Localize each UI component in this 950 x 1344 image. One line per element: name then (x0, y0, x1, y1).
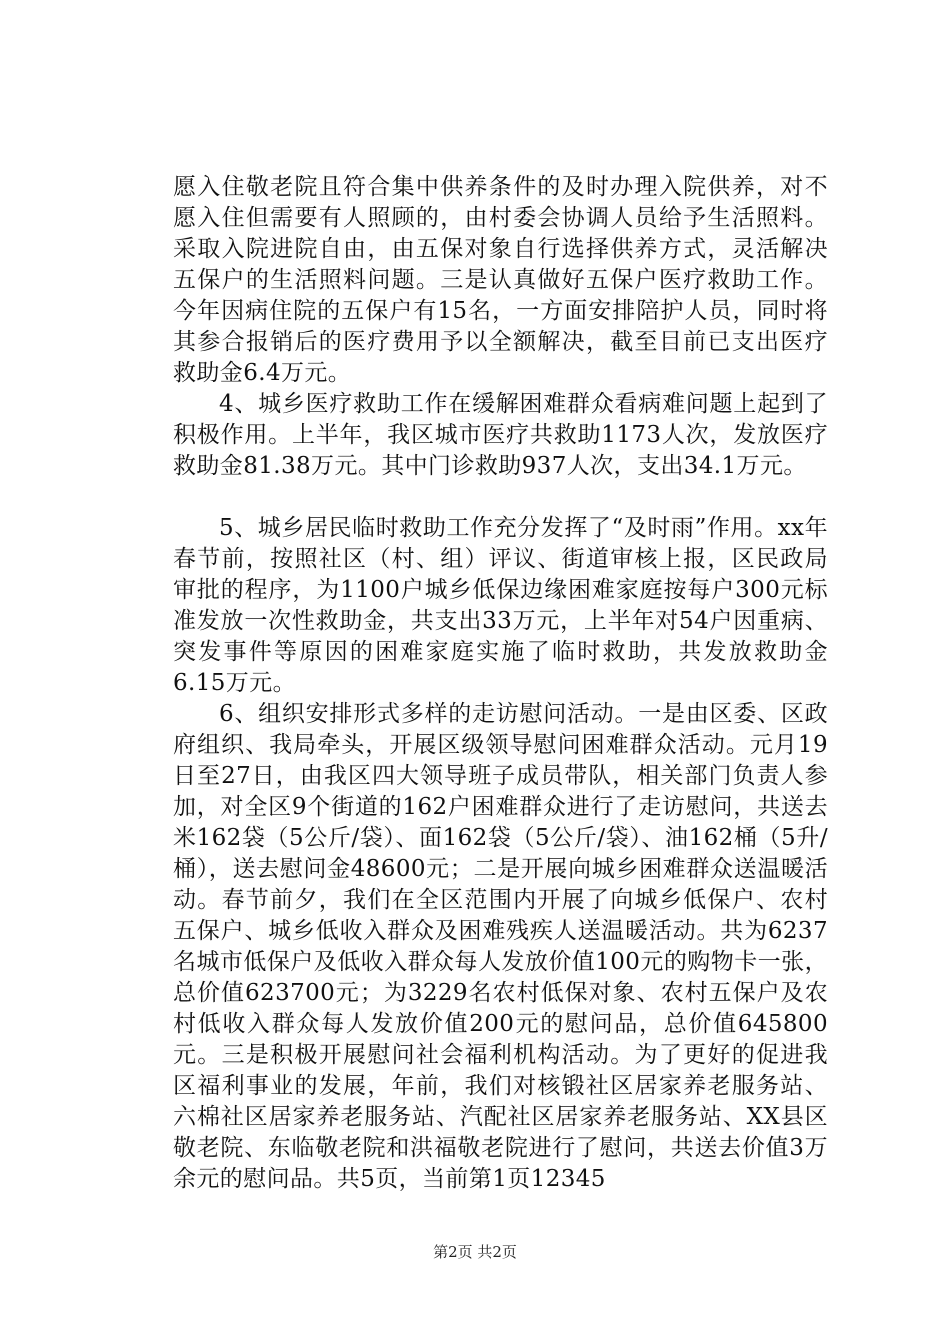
paragraph-1: 愿入住敬老院且符合集中供养条件的及时办理入院供养，对不愿入住但需要有人照顾的，由村委会协调人员给予生活照料。采取入院进院自由，由五保对象自行选择供养方式，灵活解决五保户的生活照料问题。三是认真做好五保户医疗救助工作。今年因病住院的五保户有15名，一方面安排陪护人员，同时将其参合报销后的医疗费用予以全额解决，截至目前已支出医疗救助金6.4万元。 (173, 174, 828, 386)
paragraph-3: 5、城乡居民临时救助工作充分发挥了“及时雨”作用。xx年春节前，按照社区（村、组）评议、街道审核上报，区民政局审批的程序，为1100户城乡低保边缘困难家庭按每户300元标准发放一次性救助金，共支出33万元，上半年对54户因重病、突发事件等原因的困难家庭实施了临时救助，共发放救助金6.15万元。 (173, 515, 828, 696)
page-footer: 第2页 共2页 (433, 1243, 517, 1261)
paragraph-4: 6、组织安排形式多样的走访慰问活动。一是由区委、区政府组织、我局牵头，开展区级领导慰问困难群众活动。元月19日至27日，由我区四大领导班子成员带队，相关部门负责人参加，对全区9个街道的162户困难群众进行了走访慰问，共送去米162袋（5公斤/袋）、面162袋（5公斤/袋）、油162桶（5升/桶），送去慰问金48600元；二是开展向城乡困难群众送温暖活动。春节前夕，我们在全区范围内开展了向城乡低保户、农村五保户、城乡低收入群众及困难残疾人送温暖活动。共为6237名城市低保户及低收入群众每人发放价值100元的购物卡一张，总价值623700元；为3229名农村低保对象、农村五保户及农村低收入群众每人发放价值200元的慰问品，总价值645800元。三是积极开展慰问社会福利机构活动。为了更好的促进我区福利事业的发展，年前，我们对核锻社区居家养老服务站、六棉社区居家养老服务站、汽配社区居家养老服务站、XX县区敬老院、东临敬老院和洪福敬老院进行了慰问，共送去价值3万余元的慰问品。共5页，当前第1页12345 (173, 701, 828, 1192)
paragraph-2: 4、城乡医疗救助工作在缓解困难群众看病难问题上起到了积极作用。上半年，我区城市医疗共救助1173人次，发放医疗救助金81.38万元。其中门诊救助937人次，支出34.1万元。 (173, 391, 828, 479)
document-body (173, 172, 828, 1195)
